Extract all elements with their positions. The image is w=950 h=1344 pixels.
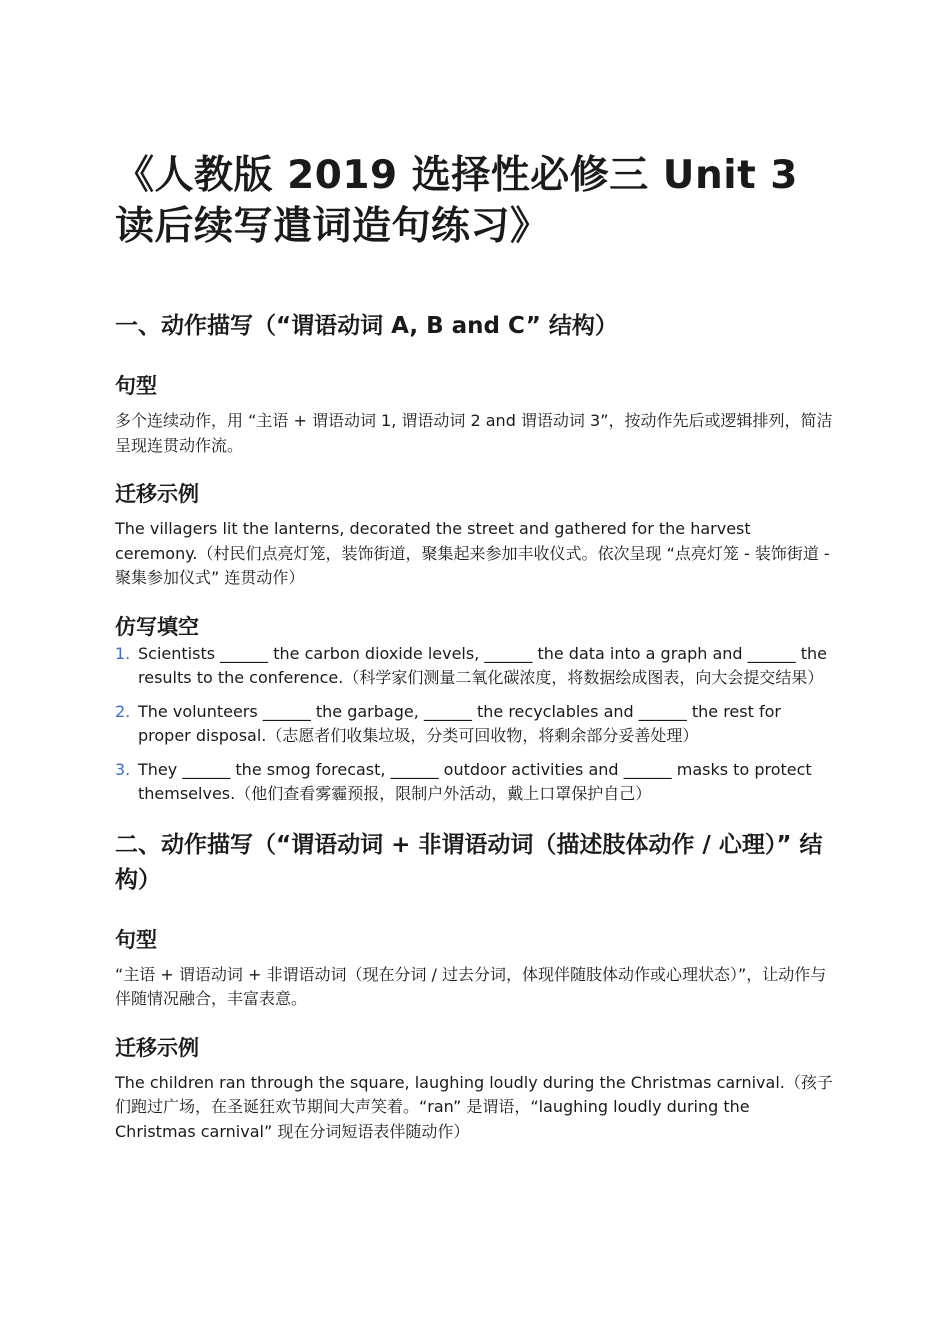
document-page bbox=[115, 150, 835, 1144]
exercise-number: 2. bbox=[115, 701, 131, 721]
exercise-item bbox=[115, 700, 835, 749]
exercise-number: 1. bbox=[115, 643, 131, 663]
section1-pattern-text: 多个连续动作，用 “主语 + 谓语动词 1, 谓语动词 2 and 谓语动词 3”，按动作先后或逻辑排列，简洁呈现连贯动作流。 bbox=[115, 411, 833, 455]
exercise-item bbox=[115, 758, 835, 807]
document-title: 《人教版 2019 选择性必修三 Unit 3 读后续写遣词造句练习》 bbox=[115, 153, 798, 249]
section2-example-heading: 迁移示例 bbox=[115, 1035, 199, 1060]
section2-pattern-text: “主语 + 谓语动词 + 非谓语动词（现在分词 / 过去分词，体现伴随肢体动作或心理状态）”，让动作与伴随情况融合，丰富表意。 bbox=[115, 964, 827, 1008]
section1-example-heading: 迁移示例 bbox=[115, 482, 199, 506]
section2-heading: 二、动作描写（“谓语动词 + 非谓语动词（描述肢体动作 / 心理）” 结构） bbox=[115, 831, 823, 893]
exercise-list bbox=[115, 642, 835, 807]
exercise-item bbox=[115, 642, 835, 691]
section1-exercise-heading: 仿写填空 bbox=[115, 614, 199, 639]
section2-example-text: The children ran through the square, laughing loudly during the Christmas carnival.（孩子们跑过广场，在圣诞狂欢节期间大声笑着。“ran” 是谓语，“laughing loudly during the Christmas carnival” 现在分词短语表伴随动作） bbox=[115, 1072, 833, 1141]
exercise-number: 3. bbox=[115, 759, 131, 779]
section2-pattern-heading: 句型 bbox=[115, 927, 157, 952]
exercise-text: Scientists ______ the carbon dioxide levels, ______ the data into a graph and ______ the results to the conference.（科学家们测量二氧化碳浓度，将数据绘成图表，向大会提交结果） bbox=[138, 643, 827, 687]
exercise-text: They ______ the smog forecast, ______ outdoor activities and ______ masks to protect themselves.（他们查看雾霾预报，限制户外活动，戴上口罩保护自己） bbox=[138, 759, 812, 803]
exercise-text: The volunteers ______ the garbage, ______ the recyclables and ______ the rest for proper disposal.（志愿者们收集垃圾，分类可回收物，将剩余部分妥善处理） bbox=[138, 701, 781, 745]
section1-heading: 一、动作描写（“谓语动词 A, B and C” 结构） bbox=[115, 313, 618, 339]
section1-example-text: The villagers lit the lanterns, decorated the street and gathered for the harvest ceremony.（村民们点亮灯笼，装饰街道，聚集起来参加丰收仪式。依次呈现 “点亮灯笼 - 装饰街道 - 聚集参加仪式” 连贯动作） bbox=[115, 519, 830, 587]
section1-pattern-heading: 句型 bbox=[115, 374, 157, 398]
